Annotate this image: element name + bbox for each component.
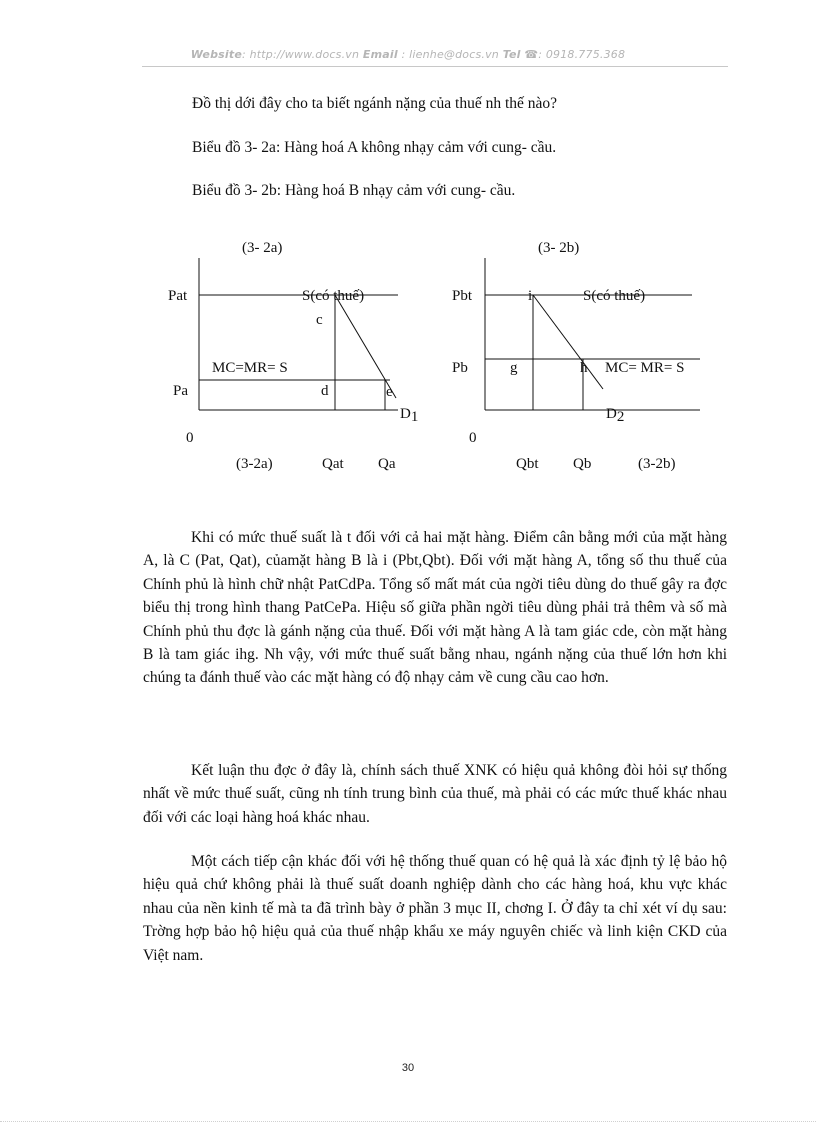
diagram-b-caption: (3-2b) (638, 456, 676, 472)
diagram-a-label-qat: Qat (322, 456, 344, 472)
diagram-3-2b (452, 240, 700, 472)
footer-dotted-rule (0, 1121, 816, 1122)
intro-line-2: Biểu đồ 3- 2a: Hàng hoá A không nhạy cảm với cung- cầu. (192, 139, 557, 156)
diagram-a-caption: (3-2a) (236, 456, 273, 472)
paragraph-text: Khi có mức thuế suất là t đối với cả hai mặt hàng. Điểm cân bằng mới của mặt hàng A, là C (Pat, Qat), củamặt hàng B là i (Pbt,Qbt). Đối với mặt hàng A, tổng số thu thuế của Chính phủ là hình chữ nhật PatCdPa. Tổng số mất mát của ngời tiêu dùng do thuế gây ra đợc biểu thị trong hình thang PatCePa. Hiệu số giữa phần ngời tiêu dùng phải trả thêm và số mà Chính phủ thu đợc là gánh nặng của thuế. Đối với mặt hàng A là tam giác cde, còn mặt hàng B là tam giác ihg. Nh vậy, với mức thuế suất bằng nhau, ngánh nặng của thuế lớn hơn khi chúng ta đánh thuế vào các mặt hàng có độ nhạy cảm về cung cầu cao hơn. (143, 529, 727, 687)
diagram-b-label-qbt: Qbt (516, 456, 539, 472)
website-url: : http://www.docs.vn (242, 48, 360, 61)
intro-line-1: Đồ thị dới đây cho ta biết ngánh nặng của thuế nh thế nào? (192, 95, 558, 112)
diagram-b-demand-curve (533, 295, 603, 389)
diagram-b-title: (3- 2b) (538, 240, 580, 256)
diagram-b-label-supply: MC= MR= S (605, 360, 685, 376)
diagram-a-label-pat: Pat (168, 288, 188, 304)
tel-label: Tel (502, 48, 521, 61)
diagram-a-point-d: d (321, 383, 329, 399)
diagram-b-label-demand: D2 (606, 406, 625, 425)
diagram-a-label-supply: MC=MR= S (212, 360, 288, 376)
diagram-a-label-demand: D1 (400, 406, 419, 425)
diagram-b-label-qb: Qb (573, 456, 592, 472)
diagram-b-point-g: g (510, 360, 518, 376)
page-number: 30 (401, 1062, 415, 1074)
diagram-b-label-origin: 0 (469, 430, 477, 446)
diagram-a-label-origin: 0 (186, 430, 194, 446)
diagram-a-label-pa: Pa (173, 383, 188, 399)
website-label: Website (190, 48, 242, 61)
email-value: : lienhe@docs.vn (401, 48, 499, 61)
diagram-3-2a (168, 240, 418, 472)
diagram-a-point-c: c (316, 312, 323, 328)
tel-value: ☎: 0918.775.368 (524, 48, 626, 61)
diagram-b-point-h: h (580, 360, 588, 376)
body-paragraph-1 (143, 526, 727, 690)
diagram-b-label-taxed-supply: S(có thuế) (583, 288, 646, 304)
email-label: Email (362, 48, 398, 61)
diagram-a-demand-curve (335, 295, 396, 398)
paragraph-text: Một cách tiếp cận khác đối với hệ thống thuế quan có hệ quả là xác định tỷ lệ bảo hộ hiệu quả chứ không phải là thuế suất doanh nghiệp dành cho các hàng hoá, khu vực khác nhau của nền kinh tế mà ta đã trình bày ở phần 3 mục II, chơng I. Ở đây ta chỉ xét ví dụ sau: Trờng hợp bảo hộ hiệu quả của thuế nhập khẩu xe máy nguyên chiếc và linh kiện CKD của Việt nam. (143, 853, 727, 964)
diagram-a-point-e: e (386, 384, 393, 400)
body-paragraph-2 (143, 759, 727, 829)
diagram-a-label-taxed-supply: S(có thuế) (302, 288, 365, 304)
paragraph-text: Kết luận thu đợc ở đây là, chính sách thuế XNK có hiệu quả không đòi hỏi sự thống nhất về mức thuế suất, cũng nh tính trung bình của thuế, mà phải có các mức thuế khác nhau đối với các loại hàng hoá khác nhau. (143, 762, 727, 826)
body-paragraph-3 (143, 850, 727, 967)
intro-line-3: Biểu đồ 3- 2b: Hàng hoá B nhạy cảm với cung- cầu. (192, 182, 516, 199)
tax-burden-diagrams (0, 0, 816, 520)
diagram-a-title: (3- 2a) (242, 240, 283, 256)
diagram-b-point-i: i (528, 288, 533, 304)
diagram-b-label-pb: Pb (452, 360, 468, 376)
diagram-b-label-pbt: Pbt (452, 288, 473, 304)
diagram-a-label-qa: Qa (378, 456, 396, 472)
